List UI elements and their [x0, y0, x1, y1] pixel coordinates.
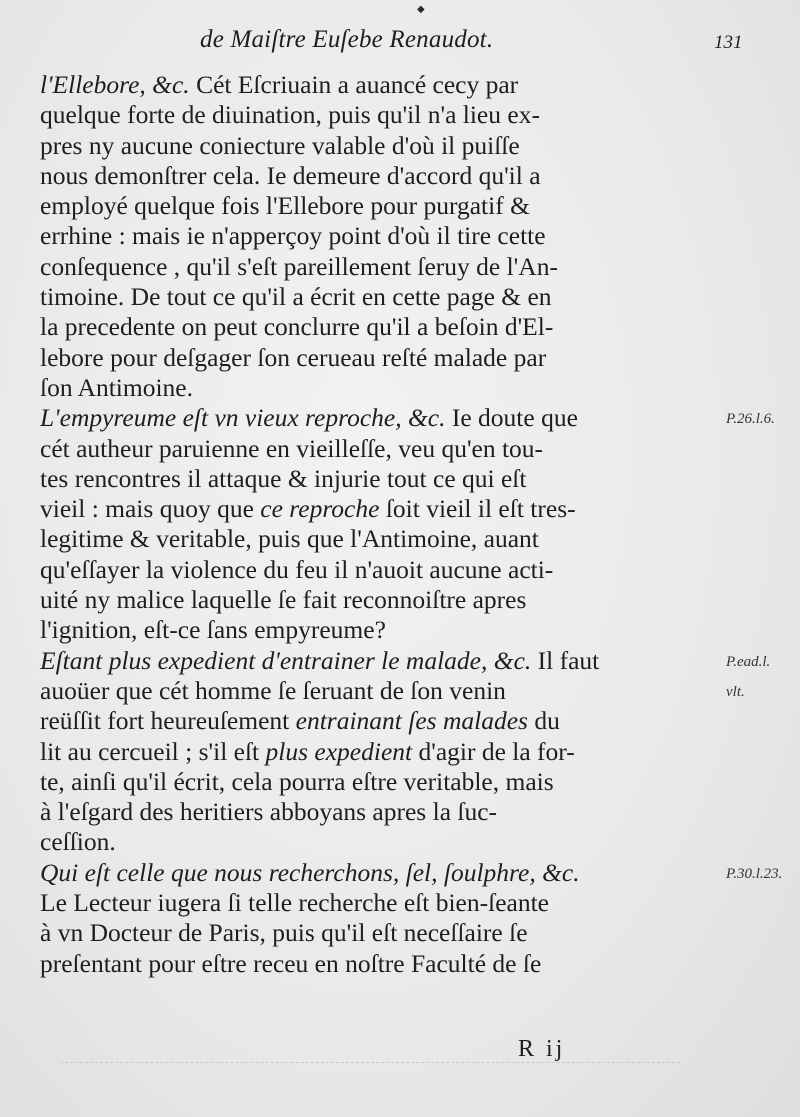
margin-note: P.ead.l.: [726, 653, 771, 670]
page-number: 131: [714, 32, 743, 53]
text-line: [40, 282, 730, 312]
text-line: [40, 373, 730, 403]
text-run: vieil : mais quoy que: [40, 494, 261, 524]
text-run: lebore pour deſgager ſon cerueau reſté malade par: [40, 342, 547, 372]
text-run: quelque forte de diuination, puis qu'il n'a lieu ex-: [40, 100, 540, 130]
text-run: la precedente on peut conclurre qu'il a beſoin d'El-: [40, 312, 554, 342]
text-line: [40, 827, 730, 857]
text-line: [40, 494, 730, 524]
italic-quote: entrainant ſes malades: [295, 706, 528, 736]
text-run: tes rencontres il attaque & injurie tout ce qui eſt: [40, 463, 527, 493]
text-line: [40, 100, 730, 130]
text-run: errhine : mais ie n'apperçoy point d'où il tire cette: [40, 221, 546, 251]
italic-quote: plus expedient: [265, 736, 413, 766]
text-line: [40, 858, 730, 888]
text-line: [40, 403, 730, 433]
signature-mark: R ij: [518, 1036, 566, 1062]
ink-speck: ◆: [417, 4, 425, 15]
margin-note: vlt.: [726, 684, 745, 700]
text-run: reüſſit fort heureuſement: [40, 706, 296, 736]
text-run: du: [527, 706, 560, 736]
text-line: [40, 888, 730, 918]
text-run: Ie doute que: [445, 403, 578, 433]
text-line: [40, 555, 730, 585]
text-line: [40, 767, 730, 797]
text-run: auoüer que cét homme ſe ſeruant de ſon venin: [40, 675, 506, 705]
text-line: [40, 797, 730, 827]
italic-quote: Qui eſt celle que nous recherchons, ſel, ſoulphre, &c.: [40, 857, 580, 887]
text-run: nous demonſtrer cela. Ie demeure d'accord qu'il a: [40, 160, 541, 190]
text-run: te, ainſi qu'il écrit, cela pourra eſtre veritable, mais: [40, 766, 554, 796]
text-line: [40, 464, 730, 494]
text-run: ſon Antimoine.: [40, 372, 193, 402]
text-run: employé quelque fois l'Ellebore pour purgatif &: [40, 191, 530, 221]
bottom-smudge: [60, 1062, 680, 1064]
text-run: legitime & veritable, puis que l'Antimoine, auant: [40, 524, 539, 554]
text-run: pres ny aucune coniecture valable d'où il puiſſe: [40, 130, 520, 160]
text-line: [40, 615, 730, 645]
text-line: [40, 676, 730, 706]
margin-note: P.26.l.6.: [726, 411, 775, 428]
margin-note: P.30.l.23.: [726, 865, 783, 882]
text-run: ceſſion.: [40, 827, 116, 857]
text-line: [40, 312, 730, 342]
text-line: [40, 70, 730, 100]
italic-quote: Eſtant plus expedient d'entrainer le malade, &c.: [40, 645, 532, 675]
text-line: [40, 252, 730, 282]
text-line: [40, 646, 730, 676]
text-run: à l'eſgard des heritiers abboyans apres la ſuc-: [40, 797, 498, 827]
text-line: [40, 161, 730, 191]
text-run: lit au cercueil ; s'il eſt: [40, 736, 266, 766]
text-line: [40, 131, 730, 161]
text-run: à vn Docteur de Paris, puis qu'il eſt neceſſaire ſe: [40, 918, 528, 948]
text-run: Il faut: [531, 645, 600, 675]
italic-quote: L'empyreume eſt vn vieux reproche, &c.: [40, 403, 446, 433]
text-line: [40, 585, 730, 615]
text-line: [40, 737, 730, 767]
running-title: de Maiſtre Euſebe Renaudot.: [200, 26, 494, 53]
text-run: ſoit vieil il eſt tres-: [379, 494, 576, 524]
text-line: [40, 343, 730, 373]
italic-quote: l'Ellebore, &c.: [40, 70, 190, 99]
text-run: l'ignition, eſt-ce ſans empyreume?: [40, 615, 386, 645]
text-run: uité ny malice laquelle ſe fait reconnoiſtre apres: [40, 585, 527, 615]
text-line: [40, 434, 730, 464]
text-run: d'agir de la for-: [412, 736, 575, 766]
text-run: timoine. De tout ce qu'il a écrit en cette page & en: [40, 282, 552, 312]
body-text: [40, 70, 730, 979]
text-run: qu'eſſayer la violence du feu il n'auoit aucune acti-: [40, 554, 554, 584]
text-run: cét autheur paruienne en vieilleſſe, veu qu'en tou-: [40, 433, 544, 463]
text-line: [40, 191, 730, 221]
text-line: [40, 706, 730, 736]
text-line: [40, 918, 730, 948]
text-run: preſentant pour eſtre receu en noſtre Faculté de ſe: [40, 948, 542, 978]
text-line: [40, 949, 730, 979]
text-run: Cét Eſcriuain a auancé cecy par: [189, 70, 519, 99]
text-line: [40, 221, 730, 251]
italic-quote: ce reproche: [260, 494, 380, 524]
text-run: conſequence , qu'il s'eſt pareillement ſeruy de l'An-: [40, 251, 558, 281]
text-line: [40, 524, 730, 554]
text-run: Le Lecteur iugera ſi telle recherche eſt bien-ſeante: [40, 888, 549, 918]
